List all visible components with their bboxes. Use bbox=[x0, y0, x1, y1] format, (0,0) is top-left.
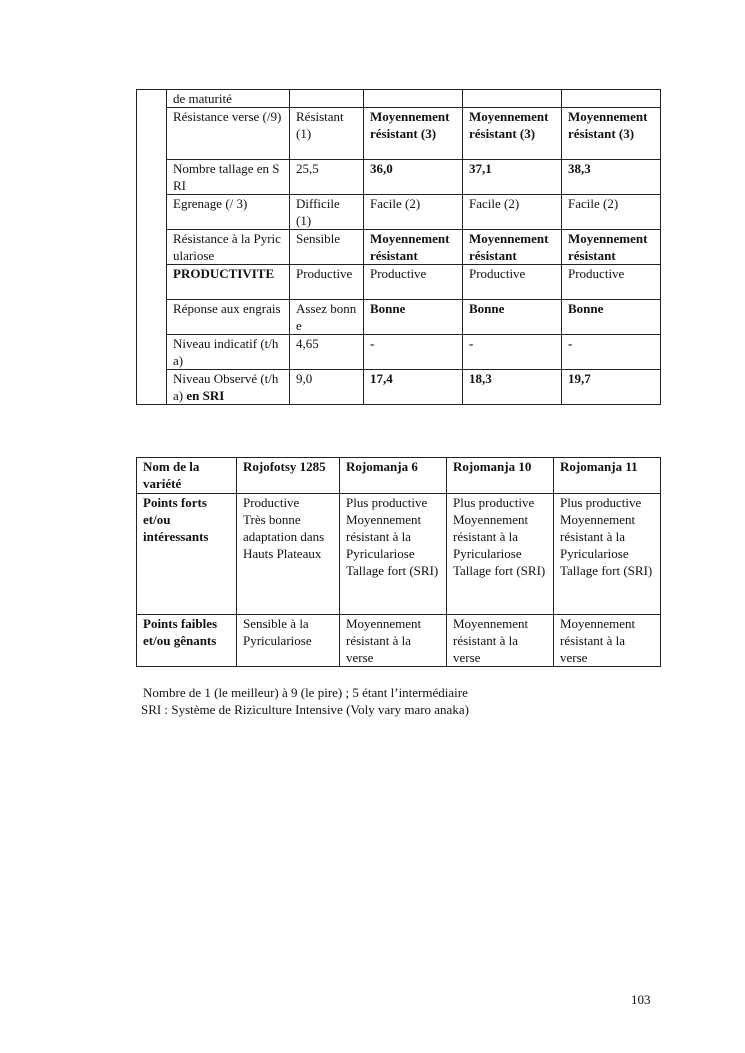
value-cell: Productive bbox=[562, 265, 661, 300]
header-cell: Nom de la variété bbox=[137, 458, 237, 494]
value-cell: Bonne bbox=[364, 300, 463, 335]
value-cell: Sensible bbox=[290, 230, 364, 265]
weakness-cell: Moyennement résistant à la verse bbox=[340, 615, 447, 667]
strength-cell bbox=[554, 494, 661, 615]
table-row bbox=[137, 265, 661, 300]
strength-line: Tallage fort (SRI) bbox=[346, 563, 439, 578]
table-row bbox=[137, 335, 661, 370]
rice-variety-characteristics-table bbox=[136, 89, 661, 405]
weakness-cell: Moyennement résistant à la verse bbox=[554, 615, 661, 667]
table-row bbox=[137, 90, 661, 108]
criterion-cell: Niveau indicatif (t/ha) bbox=[167, 335, 290, 370]
criterion-cell: Résistance à la Pyriculariose bbox=[167, 230, 290, 265]
value-cell: 37,1 bbox=[463, 160, 562, 195]
value-cell: 9,0 bbox=[290, 370, 364, 405]
header-cell: Rojomanja 11 bbox=[554, 458, 661, 494]
header-cell: Rojofotsy 1285 bbox=[237, 458, 340, 494]
value-cell: Productive bbox=[364, 265, 463, 300]
value-cell: 38,3 bbox=[562, 160, 661, 195]
strength-line: Très bonne adaptation dans Hauts Plateaux bbox=[243, 512, 325, 561]
value-cell: 17,4 bbox=[364, 370, 463, 405]
footnote-scale: Nombre de 1 (le meilleur) à 9 (le pire) ; 5 étant l’intermédiaire bbox=[143, 685, 468, 700]
value-cell bbox=[364, 90, 463, 108]
weaknesses-label: Points faibles et/ou gênants bbox=[137, 615, 237, 667]
value-cell: Bonne bbox=[463, 300, 562, 335]
value-cell: 18,3 bbox=[463, 370, 562, 405]
value-cell: 36,0 bbox=[364, 160, 463, 195]
value-cell: Facile (2) bbox=[364, 195, 463, 230]
value-cell: 25,5 bbox=[290, 160, 364, 195]
value-cell: 4,65 bbox=[290, 335, 364, 370]
observed-sri-suffix: en SRI bbox=[183, 388, 225, 403]
strength-cell bbox=[340, 494, 447, 615]
strength-line: Moyennement résistant à la Pyriculariose bbox=[453, 512, 529, 561]
page-number: 103 bbox=[631, 992, 651, 1007]
value-cell: Moyennement résistant bbox=[364, 230, 463, 265]
value-cell: Moyennement résistant (3) bbox=[463, 108, 562, 160]
value-cell: Facile (2) bbox=[463, 195, 562, 230]
strength-line: Tallage fort (SRI) bbox=[453, 563, 546, 578]
value-cell bbox=[562, 90, 661, 108]
weakness-cell: Sensible à la Pyriculariose bbox=[237, 615, 340, 667]
criterion-cell: de maturité bbox=[167, 90, 290, 108]
table-row bbox=[137, 230, 661, 265]
value-cell: Moyennement résistant (3) bbox=[562, 108, 661, 160]
criterion-cell: Nombre tallage en SRI bbox=[167, 160, 290, 195]
strength-line: Tallage fort (SRI) bbox=[560, 563, 653, 578]
value-cell: Moyennement résistant (3) bbox=[364, 108, 463, 160]
strength-line: Plus productive bbox=[346, 495, 428, 510]
weakness-cell: Moyennement résistant à la verse bbox=[447, 615, 554, 667]
weaknesses-row bbox=[137, 615, 661, 667]
value-cell bbox=[290, 90, 364, 108]
footnotes bbox=[143, 684, 469, 718]
value-cell bbox=[463, 90, 562, 108]
value-cell: - bbox=[463, 335, 562, 370]
table-row bbox=[137, 160, 661, 195]
table-row bbox=[137, 300, 661, 335]
value-cell: Productive bbox=[290, 265, 364, 300]
table-row bbox=[137, 370, 661, 405]
table-row bbox=[137, 195, 661, 230]
criterion-cell: Réponse aux engrais bbox=[167, 300, 290, 335]
variety-header-row bbox=[137, 458, 661, 494]
value-cell: - bbox=[364, 335, 463, 370]
value-cell: Productive bbox=[463, 265, 562, 300]
value-cell: 19,7 bbox=[562, 370, 661, 405]
criterion-cell: Egrenage (/ 3) bbox=[167, 195, 290, 230]
strength-line: Plus productive bbox=[453, 495, 535, 510]
rice-variety-strengths-weaknesses-table bbox=[136, 457, 661, 667]
value-cell: Bonne bbox=[562, 300, 661, 335]
strength-cell bbox=[237, 494, 340, 615]
criterion-cell: Niveau Observé (t/ha) en SRI bbox=[167, 370, 290, 405]
blank-margin-cell bbox=[137, 90, 167, 405]
value-cell: Difficile (1) bbox=[290, 195, 364, 230]
criterion-cell: Résistance verse (/9) bbox=[167, 108, 290, 160]
header-cell: Rojomanja 6 bbox=[340, 458, 447, 494]
strength-cell bbox=[447, 494, 554, 615]
value-cell: Résistant (1) bbox=[290, 108, 364, 160]
strength-line: Productive bbox=[243, 495, 300, 510]
strength-line: Plus productive bbox=[560, 495, 642, 510]
value-cell: Moyennement résistant bbox=[463, 230, 562, 265]
strength-line: Moyennement résistant à la Pyriculariose bbox=[346, 512, 422, 561]
strengths-label: Points forts et/ou intéressants bbox=[137, 494, 237, 615]
value-cell: Moyennement résistant bbox=[562, 230, 661, 265]
header-cell: Rojomanja 10 bbox=[447, 458, 554, 494]
criterion-cell: PRODUCTIVITE bbox=[167, 265, 290, 300]
footnote-sri: SRI : Système de Riziculture Intensive (Voly vary maro anaka) bbox=[141, 702, 469, 717]
value-cell: Assez bonne bbox=[290, 300, 364, 335]
strength-line: Moyennement résistant à la Pyriculariose bbox=[560, 512, 636, 561]
strengths-row bbox=[137, 494, 661, 615]
value-cell: Facile (2) bbox=[562, 195, 661, 230]
value-cell: - bbox=[562, 335, 661, 370]
table-row bbox=[137, 108, 661, 160]
